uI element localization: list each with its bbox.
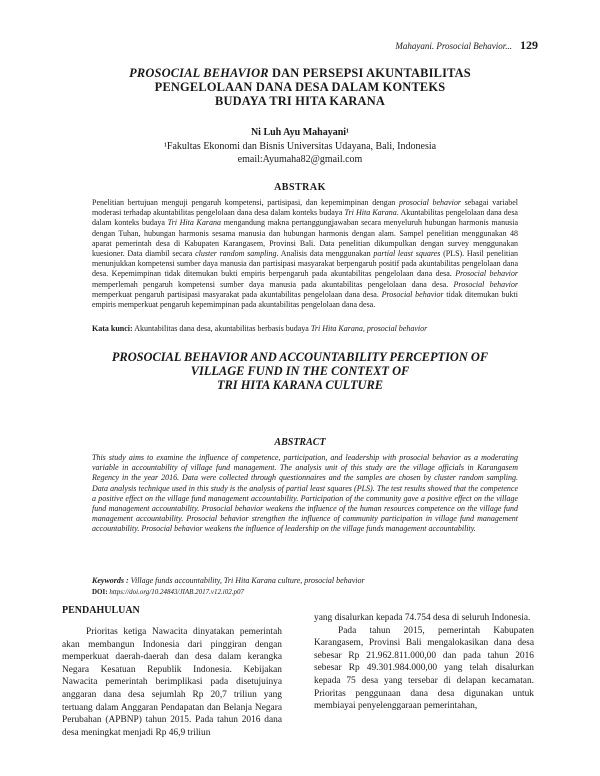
keywords-text: Village funds accountability, Tri Hita Karana culture, prosocial behavior bbox=[128, 576, 365, 585]
abstrak-text: memperlemah pengaruh kompetensi sumber daya manusia pada akuntabilitas pengelolaan dana desa. bbox=[92, 279, 454, 289]
body-paragraph: yang disalurkan kepada 74.754 desa di seluruh Indonesia. bbox=[314, 613, 531, 623]
title-en-line3-upright: TRI HITA KARANA bbox=[216, 378, 326, 392]
abstrak-italic: Tri Hita Karana bbox=[344, 208, 397, 218]
abstrak-text: Penelitian bertujuan menguji pengaruh kompetensi, partisipasi, dan kepemimpinan dengan bbox=[92, 198, 399, 207]
kata-kunci bbox=[92, 324, 518, 333]
keywords-label: Keywords : bbox=[92, 576, 129, 585]
abstrak-body bbox=[92, 198, 518, 310]
doi bbox=[92, 588, 244, 596]
author-affiliation-block bbox=[60, 140, 540, 166]
kata-kunci-label: Kata kunci: bbox=[92, 324, 133, 333]
title-en-line2: VILLAGE FUND IN THE CONTEXT OF bbox=[190, 364, 410, 378]
abstrak-text: tidak ditemukan bukti empiris memperkuat pengaruh kepemimpinan pada akuntabilitas pengelolaan dana desa. bbox=[92, 289, 518, 310]
abstrak-text: (PLS). Hasil penelitian menunjukkan kompetensi sumber daya manusia dan partisipasi masyarakat berpengaruh positif pada akuntabilitas pengelolaan dana desa. Kepemimpinan tidak ditemukan bukti empiris berpengaruh pada akuntabilitas pengelolaan dana desa. bbox=[92, 249, 519, 279]
title-id-line1: DAN PERSEPSI AKUNTABILITAS bbox=[268, 66, 471, 80]
running-head bbox=[395, 38, 538, 53]
keywords bbox=[92, 576, 518, 585]
section-heading-pendahuluan: PENDAHULUAN bbox=[62, 605, 140, 616]
title-id-line2: PENGELOLAAN DANA DESA DALAM KONTEKS bbox=[154, 80, 446, 94]
abstrak-italic: prosocial behavior bbox=[398, 198, 461, 207]
author-name: Ni Luh Ayu Mahayani¹ bbox=[250, 127, 350, 138]
body-column-left bbox=[62, 626, 282, 739]
paper-title-english bbox=[60, 350, 540, 392]
kata-kunci-text: Akuntabilitas dana desa, akuntabilitas berbasis budaya bbox=[132, 324, 311, 333]
paper-title-indonesian bbox=[60, 66, 540, 108]
abstrak-text: memperkuat pengaruh partisipasi masyarakat pada akuntabilitas pengelolaan dana desa. bbox=[92, 289, 382, 299]
doi-link[interactable]: https://doi.org/10.24843/JIAB.2017.v12.i02.p07 bbox=[107, 588, 244, 596]
doi-label: DOI: bbox=[92, 588, 108, 596]
kata-kunci-italic: Tri Hita Karana, prosocial behavior bbox=[310, 324, 428, 333]
abstrak-italic: Prosocial behavior bbox=[455, 269, 518, 279]
author-affiliation: ¹Fakultas Ekonomi dan Bisnis Universitas Udayana, Bali, Indonesia bbox=[163, 141, 437, 152]
abstrak-italic: Prosocial behavior bbox=[453, 279, 519, 289]
title-en-line1: PROSOCIAL BEHAVIOR AND ACCOUNTABILITY PERCEPTION OF bbox=[111, 350, 489, 364]
abstract-heading: ABSTRACT bbox=[274, 437, 326, 448]
body-column-right bbox=[314, 612, 534, 713]
abstrak-italic: partial least squares bbox=[373, 249, 441, 259]
abstrak-text: . Akuntabilitas pengelolaan dana desa dalam konteks budaya bbox=[92, 208, 518, 228]
abstrak-heading: ABSTRAK bbox=[274, 182, 326, 193]
abstrak-text: sebagai variabel moderasi terhadap akuntabilitas pengelolaan dana desa dalam konteks budaya bbox=[92, 198, 518, 218]
running-head-text: Mahayani. Prosocial Behavior... bbox=[395, 41, 512, 51]
body-paragraph: Prioritas ketiga Nawacita dinyatakan pemerintah akan membangun Indonesia dari pinggiran dengan memperkuat daerah-daerah dan desa dalam kerangka Negara Kesatuan Republik Indonesia. Kebijakan Nawacita pemerintah berimplikasi pada disetujuinya anggaran dana desa sejumlah Rp 20,7 triliun yang tertuang dalam Anggaran Pendapatan dan Belanja Negara Perubahan (APBNP) tahun 2015. Pada tahun 2016 dana desa meningkat menjadi Rp 46,9 triliun bbox=[62, 627, 282, 738]
title-id-italic: PROSOCIAL BEHAVIOR bbox=[129, 66, 269, 80]
title-en-line3-italic: CULTURE bbox=[325, 378, 384, 392]
abstrak-text: mengandung makna pertanggungjawaban secara menyeluruh hubungan harmonis manusia dengan Tuhan, hubungan harmonis sesama manusia dan hubungan harmonis dengan alam. Sampel penelitian menggunakan 48 aparat pemerintah desa di Kabupaten Karangasem, Provinsi Bali. Data penelitian dikumpulkan dengan survey menggunakan kuesioner. Data diambil secara bbox=[92, 218, 518, 259]
abstract-body: This study aims to examine the influence of competence, participation, and leadership with prosocial behavior as a moderating variable in accountability of village fund management. The analysis unit of this study are the village officials in Karangasem Regency in the year 2016. Data were collected through questionnaires and the samples are chosen by cluster random sampling. Data analysis technique used in this study is the analysis of partial least squares (PLS). The test results showed that the competence a positive effect on the village fund management accountability. Participation of the community gave a positive effect on the village fund management accountability. Prosocial behavior weakens the influence of the human resources competence on the village fund management accountability. Prosocial behavior strengthen the influence of community participation in village fund management accountability. Prosocial behavior weakens the influence of leadership on the village funds management accountability. bbox=[92, 453, 518, 534]
body-paragraph: Pada tahun 2015, pemerintah Kabupaten Karangasem, Provinsi Bali mengalokasikan dana desa sebesar Rp 21.962.811.000,00 dan pada tahun 2016 sebesar Rp 49.301.984.000,00 yang telah disalurkan kepada 75 desa yang tersebar di delapan kecamatan. Prioritas penggunaan dana desa digunakan untuk membiayai penyelenggaraan pemerintahan, bbox=[314, 625, 534, 712]
author-email: email:Ayumaha82@gmail.com bbox=[237, 154, 363, 165]
abstrak-italic: cluster random sampling bbox=[195, 249, 277, 259]
abstrak-text: . Analisis data menggunakan bbox=[276, 249, 374, 259]
abstrak-italic: Tri Hita Karana bbox=[167, 218, 222, 228]
title-id-line3: BUDAYA TRI HITA KARANA bbox=[215, 94, 385, 108]
abstrak-italic: Prosocial behavior bbox=[381, 289, 444, 299]
page-number: 129 bbox=[520, 38, 538, 52]
